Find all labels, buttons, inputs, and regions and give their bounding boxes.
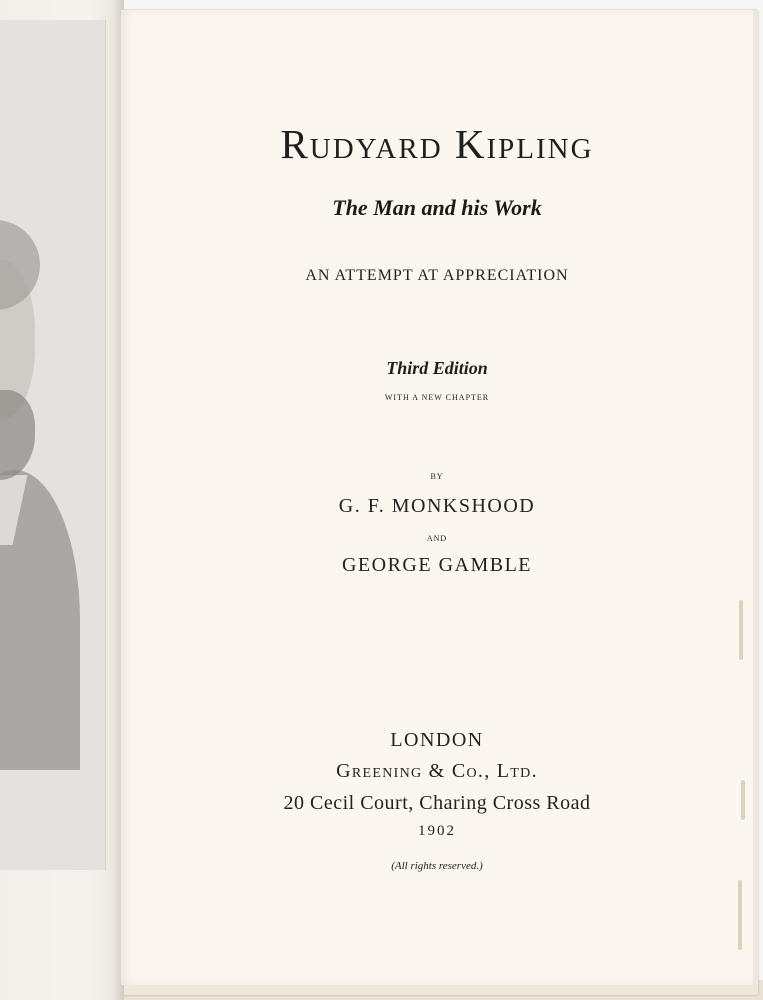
publication-year: 1902 [418, 823, 456, 839]
publisher-name: Greening & Co., Ltd. [336, 760, 538, 782]
by-line: BY [430, 472, 444, 481]
edition-line: Third Edition [386, 358, 488, 378]
portrait-beard [0, 390, 35, 480]
facing-frontispiece-page [0, 0, 124, 1000]
book-title: Rudyard Kipling [280, 121, 594, 167]
rights-notice: (All rights reserved.) [391, 860, 483, 872]
new-chapter-line: WITH A NEW CHAPTER [384, 393, 490, 402]
foxing-mark [739, 600, 743, 660]
portrait-plate [0, 20, 106, 870]
publisher-city: LONDON [390, 729, 484, 751]
publisher-address: 20 Cecil Court, Charing Cross Road [283, 792, 591, 814]
and-line: AND [426, 534, 448, 543]
author-gamble: GEORGE GAMBLE [341, 554, 533, 576]
foxing-mark [738, 880, 742, 950]
foxing-mark [741, 780, 745, 820]
appreciation-line: AN ATTEMPT AT APPRECIATION [305, 267, 569, 284]
portrait-hair [0, 220, 40, 310]
title-page [121, 10, 753, 985]
author-monkshood: G. F. MONKSHOOD [338, 495, 536, 517]
book-subtitle: The Man and his Work [332, 195, 542, 220]
